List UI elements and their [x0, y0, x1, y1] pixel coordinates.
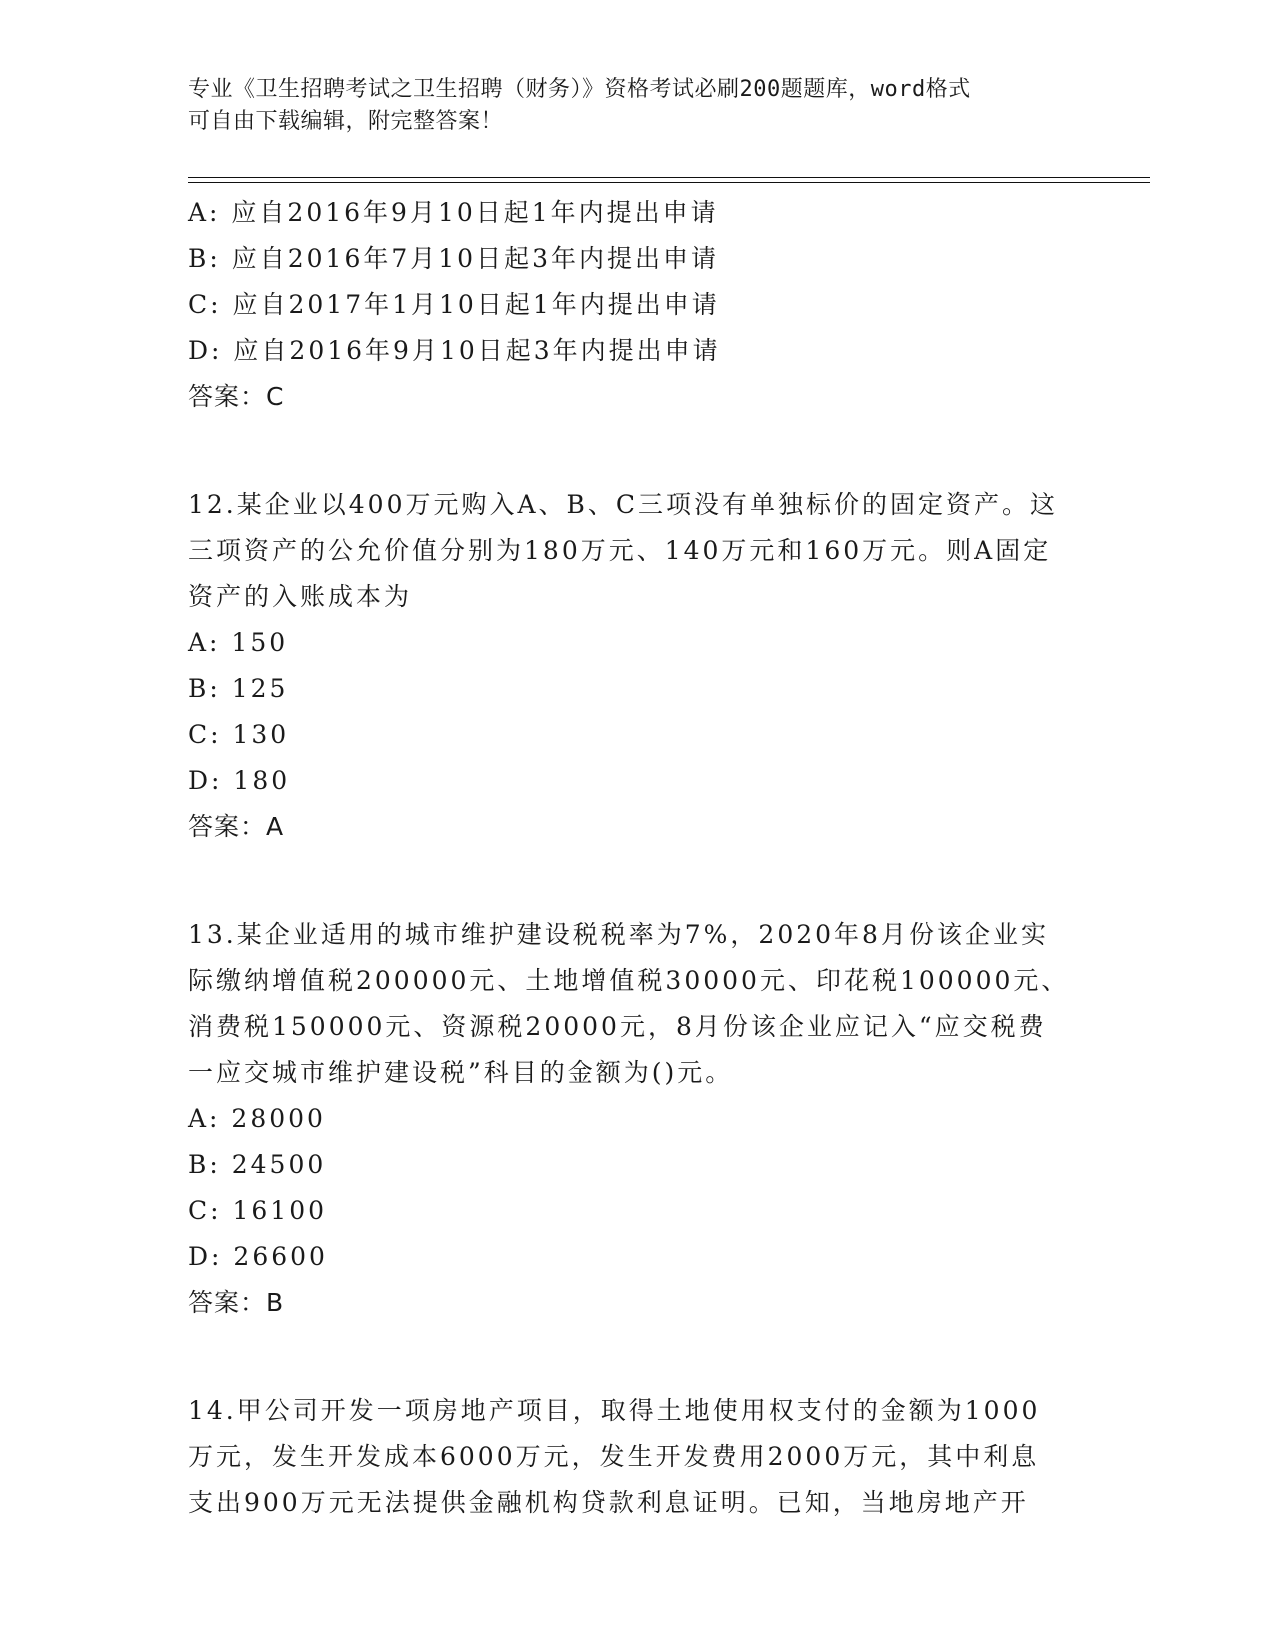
question-13: [188, 912, 1088, 1326]
answer: 答案：A: [188, 812, 285, 841]
option-c: C: 130: [188, 720, 290, 749]
answer: 答案：B: [188, 1288, 285, 1317]
option-d: D: 26600: [188, 1242, 328, 1271]
question-text-line: 13.某企业适用的城市维护建设税税率为7%，2020年8月份该企业实: [188, 920, 1049, 949]
question-text-line: 际缴纳增值税200000元、土地增值税30000元、印花税100000元、: [188, 966, 1070, 995]
option-a: A: 28000: [188, 1104, 326, 1133]
question-text-line: 支出900万元无法提供金融机构贷款利息证明。已知，当地房地产开: [188, 1488, 1029, 1517]
question-text-line: 消费税150000元、资源税20000元，8月份该企业应记入“应交税费: [188, 1012, 1047, 1041]
question-content: [188, 190, 1088, 1526]
header-divider-bottom: [188, 182, 1150, 183]
question-text-line: 一应交城市维护建设税”科目的金额为()元。: [188, 1058, 734, 1087]
question-text-line: 万元，发生开发成本6000万元，发生开发费用2000万元，其中利息: [188, 1442, 1040, 1471]
question-text-line: 12.某企业以400万元购入A、B、C三项没有单独标价的固定资产。这: [188, 490, 1059, 519]
option-b: B: 125: [188, 674, 289, 703]
question-12: [188, 482, 1088, 850]
option-c: C: 16100: [188, 1196, 328, 1225]
question-text-line: 14.甲公司开发一项房地产项目，取得土地使用权支付的金额为1000: [188, 1396, 1041, 1425]
option-a: A: 应自2016年9月10日起1年内提出申请: [188, 198, 719, 227]
header-divider-top: [188, 177, 1150, 178]
header-title-line-1: 专业《卫生招聘考试之卫生招聘（财务）》资格考试必刷200题题库，word格式: [188, 77, 971, 102]
option-b: B: 应自2016年7月10日起3年内提出申请: [188, 244, 719, 273]
option-d: D: 应自2016年9月10日起3年内提出申请: [188, 336, 721, 365]
question-text-line: 三项资产的公允价值分别为180万元、140万元和160万元。则A固定: [188, 536, 1052, 565]
option-a: A: 150: [188, 628, 289, 657]
option-d: D: 180: [188, 766, 291, 795]
question-14: [188, 1388, 1088, 1526]
option-b: B: 24500: [188, 1150, 327, 1179]
header-title-line-2: 可自由下载编辑，附完整答案！: [188, 109, 504, 134]
answer: 答案：C: [188, 382, 285, 411]
question-text-line: 资产的入账成本为: [188, 582, 413, 611]
document-header: [188, 74, 1088, 138]
question-11: [188, 190, 1088, 420]
option-c: C: 应自2017年1月10日起1年内提出申请: [188, 290, 720, 319]
